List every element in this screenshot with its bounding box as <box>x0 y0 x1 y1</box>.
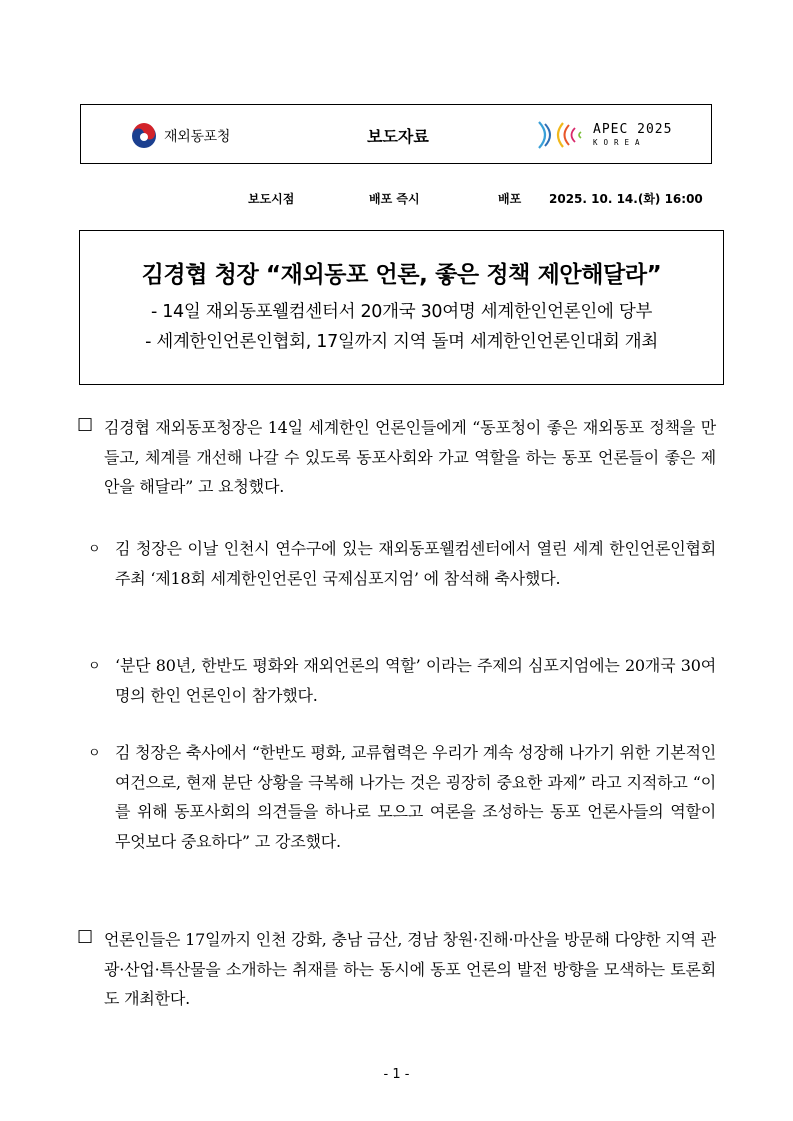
doc-type-label: 보도자료 <box>367 127 429 146</box>
release-info <box>0 190 793 210</box>
circle-bullet: ㅇ <box>88 659 101 674</box>
paragraph-4: 김 청장은 축사에서 “한반도 평화, 교류협력은 우리가 계속 성장해 나가기 위한 기본적인 여건으로, 현재 분단 상황을 극복해 나가는 것은 굉장히 중요한 과제” 라고 지적하고 “이를 위해 동포사회의 의견들을 하나로 모으고 여론을 조성하는 동포 언론사들의 역할이 무엇보다 중요하다” 고 강조했다. <box>115 743 716 851</box>
square-bullet: □ <box>77 414 94 434</box>
distribution-date: 2025. 10. 14.(화) 16:00 <box>549 192 703 206</box>
release-time-value: 배포 즉시 <box>369 192 420 206</box>
subtitle-1: - 14일 재외동포웰컴센터서 20개국 30여명 세계한인언론인에 당부 <box>150 302 653 322</box>
org-branding <box>131 121 230 151</box>
title-box <box>79 230 724 385</box>
page-number: - 1 - <box>383 1067 410 1082</box>
release-time-label: 보도시점 <box>248 192 295 206</box>
distribution-label: 배포 <box>498 192 522 206</box>
apec-logo-icon <box>533 118 589 152</box>
circle-bullet: ㅇ <box>88 746 101 761</box>
paragraph-5: 언론인들은 17일까지 인천 강화, 충남 금산, 경남 창원·진해·마산을 방문해 다양한 지역 관광·산업·특산물을 소개하는 취재를 하는 동시에 동포 언론의 발전 방향을 모색하는 토론회도 개최한다. <box>104 930 716 1008</box>
paragraph-3: ‘분단 80년, 한반도 평화와 재외언론의 역할’ 이라는 주제의 심포지엄에는 20개국 30여명의 한인 언론인이 참가했다. <box>115 656 716 705</box>
taegeuk-logo-icon <box>131 123 157 149</box>
header-box <box>80 104 712 164</box>
main-title: 김경협 청장 “재외동포 언론, 좋은 정책 제안해달라” <box>141 262 662 288</box>
apec-branding <box>533 117 672 153</box>
apec-subtitle: KOREA <box>593 138 646 148</box>
circle-bullet: ㅇ <box>88 542 101 557</box>
square-bullet: □ <box>77 926 94 946</box>
org-name: 재외동포청 <box>164 129 231 145</box>
paragraph-2: 김 청장은 이날 인천시 연수구에 있는 재외동포웰컴센터에서 열린 세계 한인언론인협회 주최 ‘제18회 세계한인언론인 국제심포지엄’ 에 참석해 축사했다. <box>115 539 716 588</box>
paragraph-1: 김경협 재외동포청장은 14일 세계한인 언론인들에게 “동포청이 좋은 재외동포 정책을 만들고, 체계를 개선해 나갈 수 있도록 동포사회와 가교 역할을 하는 동포 언론들이 좋은 제안을 해달라” 고 요청했다. <box>104 418 716 496</box>
subtitle-2: - 세계한인언론인협회, 17일까지 지역 돌며 세계한인언론인대회 개최 <box>145 332 658 352</box>
apec-title: APEC 2025 <box>593 122 673 138</box>
